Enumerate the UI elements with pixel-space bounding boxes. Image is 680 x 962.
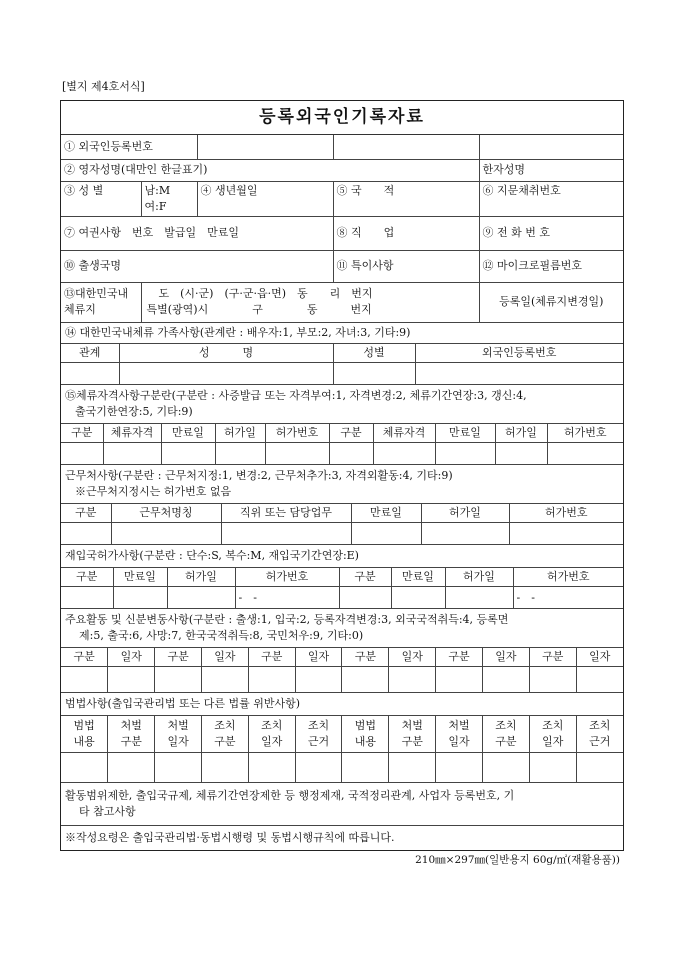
violation-cell[interactable]: [436, 752, 483, 782]
family-title: ⑭ 대한민국내체류 가족사항(관계란 : 배우자:1, 부모:2, 자녀:3, 기타:9): [61, 323, 623, 344]
status-header: 허가일: [495, 424, 547, 443]
activity-cell[interactable]: [201, 667, 248, 693]
residence-address[interactable]: [141, 283, 479, 323]
reentry-cell[interactable]: [445, 587, 513, 609]
activity-cell[interactable]: [295, 667, 342, 693]
family-table: [61, 344, 623, 385]
other-remarks-line1: 활동범위제한, 출입국규제, 체류기간연장제한 등 행정제재, 국적정리관계, 사업자 등록번호, 기: [65, 788, 515, 802]
activity-cell[interactable]: [576, 667, 623, 693]
fingerprint-label: ⑥ 지문채취번호: [479, 181, 623, 216]
residence-table: [61, 283, 623, 324]
reg-no-label: ① 외국인등록번호: [61, 135, 197, 159]
violation-cell[interactable]: [576, 752, 623, 782]
status-cell[interactable]: [61, 443, 103, 465]
activity-header: 일자: [482, 648, 529, 667]
status-header: 허가일: [215, 424, 265, 443]
activity-header: 일자: [201, 648, 248, 667]
reentry-permit-no[interactable]: - -: [235, 587, 339, 609]
status-cell[interactable]: [373, 443, 435, 465]
violation-cell[interactable]: [295, 752, 342, 782]
status-header: 허가번호: [547, 424, 623, 443]
family-header-name: 성 명: [119, 344, 333, 363]
basic-info-table: [61, 135, 623, 283]
activity-cell[interactable]: [61, 667, 108, 693]
reentry-header: 만료일: [113, 568, 167, 587]
violation-cell[interactable]: [389, 752, 436, 782]
reentry-table: [61, 568, 623, 609]
sex-male: 남:M: [144, 183, 171, 197]
activity-cell[interactable]: [342, 667, 389, 693]
reentry-header: 허가일: [167, 568, 235, 587]
address-line1: 도 (시·군) (구·군·읍·면) 동 리 번지: [158, 287, 373, 301]
violation-cell[interactable]: [201, 752, 248, 782]
reg-no-extra-2[interactable]: [479, 135, 623, 159]
activity-header: 구분: [248, 648, 295, 667]
activity-cell[interactable]: [436, 667, 483, 693]
status-cell[interactable]: [265, 443, 329, 465]
activity-cell[interactable]: [248, 667, 295, 693]
residence-label-line1: ⑬대한민국내: [64, 287, 129, 301]
work-cell[interactable]: [221, 523, 351, 545]
status-cell[interactable]: [329, 443, 373, 465]
violation-header: 처벌 일자: [155, 716, 202, 752]
reg-no-value[interactable]: [197, 135, 333, 159]
family-header-regno: 외국인등록번호: [415, 344, 623, 363]
activity-header: 구분: [436, 648, 483, 667]
reentry-cell[interactable]: [113, 587, 167, 609]
reentry-permit-no[interactable]: - -: [513, 587, 623, 609]
activity-header: 구분: [529, 648, 576, 667]
activity-cell[interactable]: [108, 667, 155, 693]
name-hanja-label: 한자성명: [479, 159, 623, 181]
activity-header: 일자: [108, 648, 155, 667]
activity-header: 구분: [155, 648, 202, 667]
sex-options[interactable]: [141, 181, 197, 216]
family-cell[interactable]: [119, 363, 333, 385]
name-en-label: ② 영자성명(대만인 한글표기): [61, 159, 479, 181]
special-label: ⑪ 특이사항: [333, 250, 479, 282]
work-header: 만료일: [351, 504, 421, 523]
family-cell[interactable]: [333, 363, 415, 385]
reentry-header: 허가번호: [235, 568, 339, 587]
other-remarks-line2: 타 참고사항: [79, 804, 136, 818]
violation-cell[interactable]: [61, 752, 108, 782]
status-cell[interactable]: [547, 443, 623, 465]
violation-header: 조치 구분: [482, 716, 529, 752]
work-header: 직위 또는 담당업무: [221, 504, 351, 523]
activity-title-line1: 주요활동 및 신분변동사항(구분란 : 출생:1, 입국:2, 등록자격변경:3, 외국국적취득:4, 등록면: [65, 613, 509, 626]
status-cell[interactable]: [435, 443, 495, 465]
status-cell[interactable]: [495, 443, 547, 465]
phone-label: ⑨ 전 화 번 호: [479, 216, 623, 250]
nationality-label: ⑤ 국 적: [333, 181, 479, 216]
violation-cell[interactable]: [342, 752, 389, 782]
microfilm-label: ⑫ 마이크로필름번호: [479, 250, 623, 282]
reentry-header: 구분: [61, 568, 113, 587]
status-cell[interactable]: [103, 443, 161, 465]
reentry-cell[interactable]: [391, 587, 445, 609]
work-title-line2: ※근무처지정시는 허가번호 없음: [75, 485, 232, 498]
work-cell[interactable]: [111, 523, 221, 545]
sex-female: 여:F: [144, 199, 167, 213]
violation-cell[interactable]: [482, 752, 529, 782]
status-title-line1: ⑮체류자격사항구분란(구분란 : 사증발급 또는 자격부여:1, 자격변경:2, 체류기간연장:3, 갱신:4,: [65, 389, 527, 402]
reentry-header: 구분: [339, 568, 391, 587]
violation-header: 조치 일자: [248, 716, 295, 752]
activity-title: [61, 609, 623, 648]
reentry-cell[interactable]: [167, 587, 235, 609]
activity-header: 구분: [342, 648, 389, 667]
violation-header: 조치 근거: [295, 716, 342, 752]
family-header-relation: 관계: [61, 344, 119, 363]
violation-header: 범법 내용: [61, 716, 108, 752]
form-number-label: [별지 제4호서식]: [62, 80, 145, 93]
address-line2: 특별(광역)시 구 동 번지: [146, 303, 372, 317]
status-header: 구분: [61, 424, 103, 443]
residence-label: [61, 283, 141, 323]
work-header: 허가일: [421, 504, 509, 523]
status-header: 구분: [329, 424, 373, 443]
status-header: 만료일: [161, 424, 215, 443]
work-header: 구분: [61, 504, 111, 523]
work-header: 허가번호: [509, 504, 623, 523]
reentry-title: 재입국허가사항(구분란 : 단수:S, 복수:M, 재입국기간연장:E): [61, 545, 623, 568]
work-title-line1: 근무처사항(구분란 : 근무처지정:1, 변경:2, 근무처추가:3, 자격외활동:4, 기타:9): [65, 469, 453, 482]
violation-header: 조치 근거: [576, 716, 623, 752]
activity-cell[interactable]: [529, 667, 576, 693]
activity-header: 구분: [61, 648, 108, 667]
reentry-cell[interactable]: [61, 587, 113, 609]
other-remarks[interactable]: [61, 783, 623, 826]
reg-no-extra[interactable]: [333, 135, 479, 159]
registration-record-form: [60, 100, 624, 851]
family-cell[interactable]: [415, 363, 623, 385]
passport-label: ⑦ 여권사항 번호 발급일 만료일: [61, 216, 333, 250]
work-title: [61, 465, 623, 504]
residence-label-line2: 체류지: [64, 303, 96, 317]
activity-cell[interactable]: [482, 667, 529, 693]
birth-country-label: ⑩ 출생국명: [61, 250, 333, 282]
activity-cell[interactable]: [389, 667, 436, 693]
status-header: 허가번호: [265, 424, 329, 443]
violation-header: 범법 내용: [342, 716, 389, 752]
reentry-header: 허가일: [445, 568, 513, 587]
work-cell[interactable]: [351, 523, 421, 545]
status-title-line2: 출국기한연장:5, 기타:9): [75, 405, 193, 418]
violation-table: [61, 716, 623, 783]
violation-header: 처벌 구분: [389, 716, 436, 752]
reentry-header: 허가번호: [513, 568, 623, 587]
job-label: ⑧ 직 업: [333, 216, 479, 250]
family-header-sex: 성별: [333, 344, 415, 363]
status-header: 만료일: [435, 424, 495, 443]
violation-cell[interactable]: [155, 752, 202, 782]
form-title: 등록외국인기록자료: [61, 101, 623, 135]
activity-title-line2: 제:5, 출국:6, 사망:7, 한국국적취득:8, 국민처우:9, 기타:0): [79, 629, 364, 642]
violation-header: 처벌 구분: [108, 716, 155, 752]
status-table: [61, 424, 623, 465]
work-cell[interactable]: [509, 523, 623, 545]
birth-label: ④ 생년월일: [197, 181, 333, 216]
status-header: 체류자격: [103, 424, 161, 443]
family-cell[interactable]: [61, 363, 119, 385]
violation-header: 조치 구분: [201, 716, 248, 752]
violation-cell[interactable]: [248, 752, 295, 782]
sex-label: ③ 성 별: [61, 181, 141, 216]
work-table: [61, 504, 623, 545]
violation-title: 범법사항(출입국관리법 또는 다른 법률 위반사항): [61, 693, 623, 716]
violation-cell[interactable]: [108, 752, 155, 782]
activity-header: 일자: [389, 648, 436, 667]
violation-header: 조치 일자: [529, 716, 576, 752]
reentry-cell[interactable]: [339, 587, 391, 609]
reentry-header: 만료일: [391, 568, 445, 587]
activity-header: 일자: [576, 648, 623, 667]
activity-header: 일자: [295, 648, 342, 667]
work-cell[interactable]: [61, 523, 111, 545]
violation-cell[interactable]: [529, 752, 576, 782]
activity-cell[interactable]: [155, 667, 202, 693]
status-cell[interactable]: [161, 443, 215, 465]
violation-header: 처벌 일자: [436, 716, 483, 752]
status-header: 체류자격: [373, 424, 435, 443]
status-cell[interactable]: [215, 443, 265, 465]
paper-spec-footer: 210㎜×297㎜(일반용지 60g/㎡(재활용품)): [415, 854, 620, 866]
registration-date-label: 등록일(체류지변경일): [479, 283, 623, 323]
writing-guide-note: ※작성요령은 출입국관리법·동법시행령 및 동법시행규칙에 따릅니다.: [65, 830, 395, 844]
activity-table: [61, 648, 623, 693]
status-title: [61, 385, 623, 424]
work-cell[interactable]: [421, 523, 509, 545]
work-header: 근무처명칭: [111, 504, 221, 523]
